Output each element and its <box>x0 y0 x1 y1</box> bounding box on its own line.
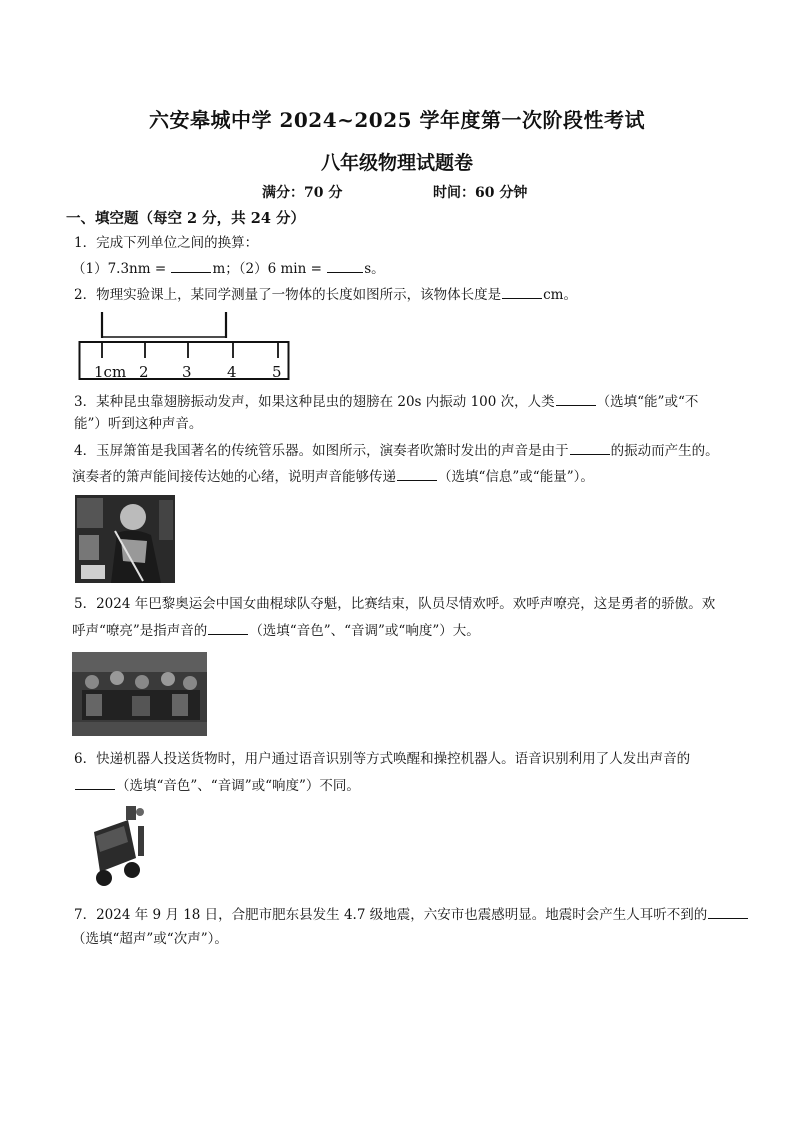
delivery-robot-photo <box>74 802 156 892</box>
ruler-label: 4 <box>227 363 237 381</box>
question-1-part-a-unit: m；（2）6 min = <box>212 261 322 277</box>
question-4-text-2: 演奏者的箫声能间接传达她的心绪，说明声音能够传递 <box>72 469 396 485</box>
question-5-options: （选填“音色”、“音调”或“响度”）大。 <box>249 623 480 639</box>
ruler-label: 3 <box>182 363 192 381</box>
exam-title: 六安皋城中学 2024~2025 学年度第一次阶段性考试 <box>148 108 645 132</box>
ruler-label: 1cm <box>94 363 127 381</box>
question-2-text <box>74 286 577 303</box>
question-6-options: （选填“音色”、“音调”或“响度”）不同。 <box>116 778 360 794</box>
answer-blank[interactable] <box>171 260 211 273</box>
question-3-text: 3．某种昆虫靠翅膀振动发声，如果这种昆虫的翅膀在 20s 内振动 100 次，人类 <box>74 394 555 410</box>
answer-blank[interactable] <box>708 906 748 919</box>
question-4-text: 4．玉屏箫笛是我国著名的传统管乐器。如图所示，演奏者吹箫时发出的声音是由于 <box>74 443 569 459</box>
section-heading: 一、填空题（每空 2 分，共 24 分） <box>66 210 305 227</box>
ruler-figure <box>78 310 293 382</box>
question-1-part-a: （1）7.3nm = <box>72 261 167 277</box>
question-3-line-2: 能”）听到这种声音。 <box>74 416 203 432</box>
question-4-text-end: 的振动而产生的。 <box>610 443 719 459</box>
question-4-options: （选填“信息”或“能量”）。 <box>438 469 594 485</box>
answer-blank[interactable] <box>75 777 115 790</box>
exam-subtitle: 八年级物理试题卷 <box>320 152 473 174</box>
question-6-line-1: 6．快递机器人投送货物时，用户通过语音识别等方式唤醒和操控机器人。语音识别利用了人发出声音的 <box>74 751 691 767</box>
question-5-line-2 <box>72 622 480 639</box>
question-6-line-2 <box>74 777 360 794</box>
question-7-line-2: （选填“超声”或“次声”）。 <box>72 931 228 947</box>
question-2-prompt: 2．物理实验课上，某同学测量了一物体的长度如图所示，该物体长度是 <box>74 287 502 303</box>
flute-player-photo <box>75 495 175 583</box>
question-7-text: 7．2024 年 9 月 18 日，合肥市肥东县发生 4.7 级地震，六安市也震感明显。地震时会产生人耳听不到的 <box>74 907 708 923</box>
ruler-label: 5 <box>272 363 282 381</box>
ruler-label: 2 <box>139 363 149 381</box>
question-2-unit: cm。 <box>543 287 577 303</box>
question-1-part-b-unit: s。 <box>364 261 385 277</box>
full-score: 满分：70 分 <box>262 185 343 201</box>
answer-blank[interactable] <box>570 442 610 455</box>
question-7-line-1 <box>74 906 749 923</box>
answer-blank[interactable] <box>397 468 437 481</box>
question-1-parts <box>72 260 385 277</box>
question-4-line-2 <box>72 468 594 485</box>
question-1-prompt: 1．完成下列单位之间的换算： <box>74 235 259 251</box>
answer-blank[interactable] <box>208 622 248 635</box>
question-5-line-1: 5．2024 年巴黎奥运会中国女曲棍球队夺魁，比赛结束，队员尽情欢呼。欢呼声嘹亮，这是勇者的骄傲。欢 <box>74 596 716 612</box>
question-3-options: （选填“能”或“不 <box>596 394 699 410</box>
exam-time: 时间：60 分钟 <box>433 185 528 201</box>
answer-blank[interactable] <box>556 393 596 406</box>
answer-blank[interactable] <box>502 286 542 299</box>
question-3-line-1 <box>74 393 698 410</box>
question-5-text: 呼声“嘹亮”是指声音的 <box>72 623 208 639</box>
hockey-team-photo <box>72 652 207 736</box>
answer-blank[interactable] <box>327 260 363 273</box>
question-4-line-1 <box>74 442 719 459</box>
